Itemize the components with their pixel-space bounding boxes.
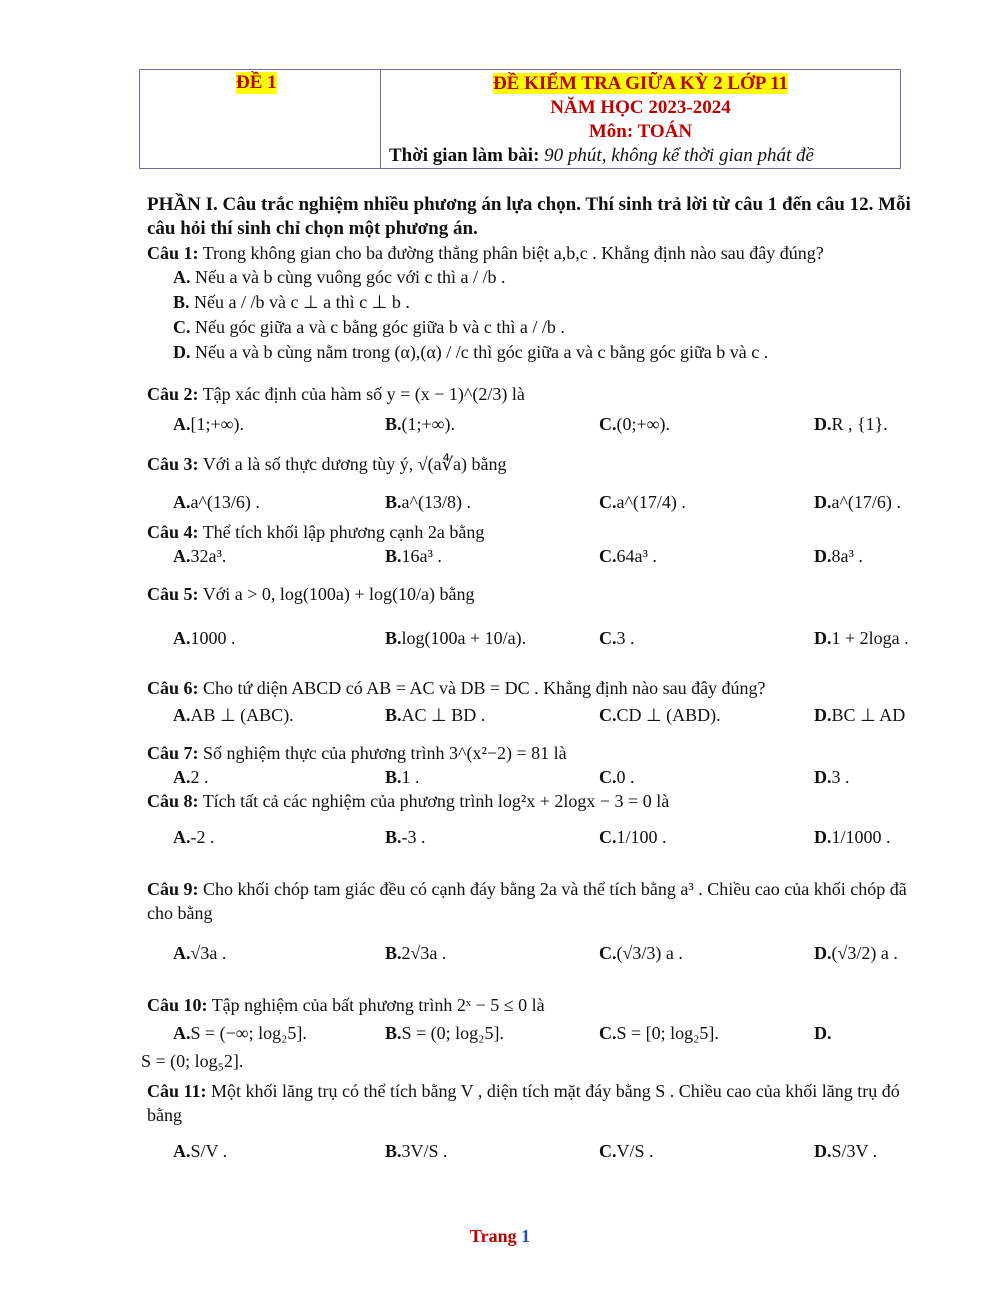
school-year: NĂM HỌC 2023-2024 [550,97,731,118]
q4-option-c: C. 64a³ . [599,546,657,566]
q3-option-d: D. a^(17/6) . [814,492,901,512]
q9-option-c: C. (√3/3) a . [599,943,683,963]
question-7: Câu 7: Số nghiệm thực của phương trình 3^(x²−2) = 81 là [147,743,567,763]
q2-option-c: C. (0;+∞). [599,414,670,434]
q2-option-a: A. [1;+∞). [173,414,244,434]
q4-option-b: B. 16a³ . [385,546,442,566]
section-heading: PHẦN I. Câu trắc nghiệm nhiều phương án lựa chọn. Thí sinh trả lời từ câu 1 đến câu 12. Mỗi câu hỏi thí sinh chỉ chọn một phương án. [147,194,911,239]
q11-options [147,1139,937,1179]
exam-content [141,193,937,1179]
question-1: Câu 1: Trong không gian cho ba đường thẳng phân biệt a,b,c . Khẳng định nào sau đây đúng? [147,243,824,263]
q8-option-d: D. 1/1000 . [814,827,891,847]
q5-options [147,626,937,676]
q5-option-c: C. 3 . [599,628,635,648]
q6-option-c: C. CD ⊥ (ABD). [599,705,721,725]
question-6: Câu 6: Cho tứ diện ABCD có AB = AC và DB = DC . Khẳng định nào sau đây đúng? [147,678,766,698]
q4-options [147,544,937,570]
q2-options [147,412,937,452]
q9-option-b: B. 2√3a . [385,943,447,963]
q7-option-c: C. 0 . [599,767,635,787]
q1-options [147,265,937,378]
time-allowed: Thời gian làm bài: 90 phút, không kể thời gian phát đề [389,145,814,166]
q11-option-a: A. S/V . [173,1141,228,1161]
q10-option-a: A. S = (−∞; log₂5]. [173,1023,307,1043]
q8-option-a: A. -2 . [173,827,215,847]
q1-option-c: C. Nếu góc giữa a và c bằng góc giữa b và c thì a / /b . [173,317,565,337]
page-footer [0,1226,1000,1247]
q7-option-a: A. 2 . [173,767,209,787]
q7-option-b: B. 1 . [385,767,420,787]
q1-option-b: B. Nếu a / /b và c ⊥ a thì c ⊥ b . [173,292,410,312]
q1-option-a: A. Nếu a và b cùng vuông góc với c thì a / /b . [173,267,506,287]
subject: Môn: TOÁN [588,121,693,142]
q6-option-d: D. BC ⊥ AD [814,705,906,725]
q10-option-b: B. S = (0; log₂5]. [385,1023,504,1043]
q10-option-d-value: S = (0; log₅2]. [141,1051,244,1071]
question-10: Câu 10: Tập nghiệm của bất phương trình 2ˣ − 5 ≤ 0 là [147,995,545,1015]
q9-option-d: D. (√3/2) a . [814,943,898,963]
page-word: Trang [469,1226,517,1246]
q10-options [147,1021,937,1049]
q8-option-c: C. 1/100 . [599,827,667,847]
q2-option-b: B. (1;+∞). [385,414,455,434]
q4-option-a: A. 32a³. [173,546,227,566]
q11-option-c: C. V/S . [599,1141,654,1161]
q2-option-d: D. R , {1}. [814,414,888,434]
q10-option-c: C. S = [0; log₂5]. [599,1023,719,1043]
q6-option-b: B. AC ⊥ BD . [385,705,486,725]
q3-option-c: C. a^(17/4) . [599,492,686,512]
q3-option-b: B. a^(13/8) . [385,492,471,512]
question-3: Câu 3: Với a là số thực dương tùy ý, √(a∜a) bằng [147,454,507,474]
question-5: Câu 5: Với a > 0, log(100a) + log(10/a) bằng [147,584,475,604]
q5-option-a: A. 1000 . [173,628,236,648]
q1-option-d: D. Nếu a và b cùng nằm trong (α),(α) / /c thì góc giữa a và c bằng góc giữa b và c . [173,342,769,362]
q7-options [147,765,937,789]
q8-option-b: B. -3 . [385,827,426,847]
page-number: 1 [521,1226,531,1246]
q9-option-a: A. √3a . [173,943,227,963]
question-8: Câu 8: Tích tất cả các nghiệm của phương trình log²x + 2logx − 3 = 0 là [147,791,670,811]
exam-header-table [139,69,901,169]
question-9: Câu 9: Cho khối chóp tam giác đều có cạnh đáy bằng 2a và thể tích bằng a³ . Chiều cao của khối chóp đã cho bằng [147,879,907,923]
exam-code: ĐỀ 1 [236,72,277,93]
q7-option-d: D. 3 . [814,767,850,787]
question-11: Câu 11: Một khối lăng trụ có thể tích bằng V , diện tích mặt đáy bằng S . Chiều cao của khối lăng trụ đó bằng [147,1081,900,1125]
exam-info-cell [381,70,900,168]
exam-code-cell [140,70,381,168]
q4-option-d: D. 8a³ . [814,546,863,566]
q5-option-d: D. 1 + 2loga . [814,628,909,648]
q6-options [147,703,937,741]
q11-option-d: D. S/3V . [814,1141,878,1161]
q3-options [147,490,937,532]
q9-options [147,941,937,993]
q11-option-b: B. 3V/S . [385,1141,448,1161]
exam-title: ĐỀ KIỂM TRA GIỮA KỲ 2 LỚP 11 [492,73,789,94]
question-4: Câu 4: Thể tích khối lập phương cạnh 2a bằng [147,522,485,542]
q6-option-a: A. AB ⊥ (ABC). [173,705,294,725]
q3-option-a: A. a^(13/6) . [173,492,260,512]
q5-option-b: B. log(100a + 10/a). [385,628,527,648]
q10-option-d: D. [814,1023,832,1043]
question-2: Câu 2: Tập xác định của hàm số y = (x − 1)^(2/3) là [147,384,525,404]
q8-options [147,825,937,877]
